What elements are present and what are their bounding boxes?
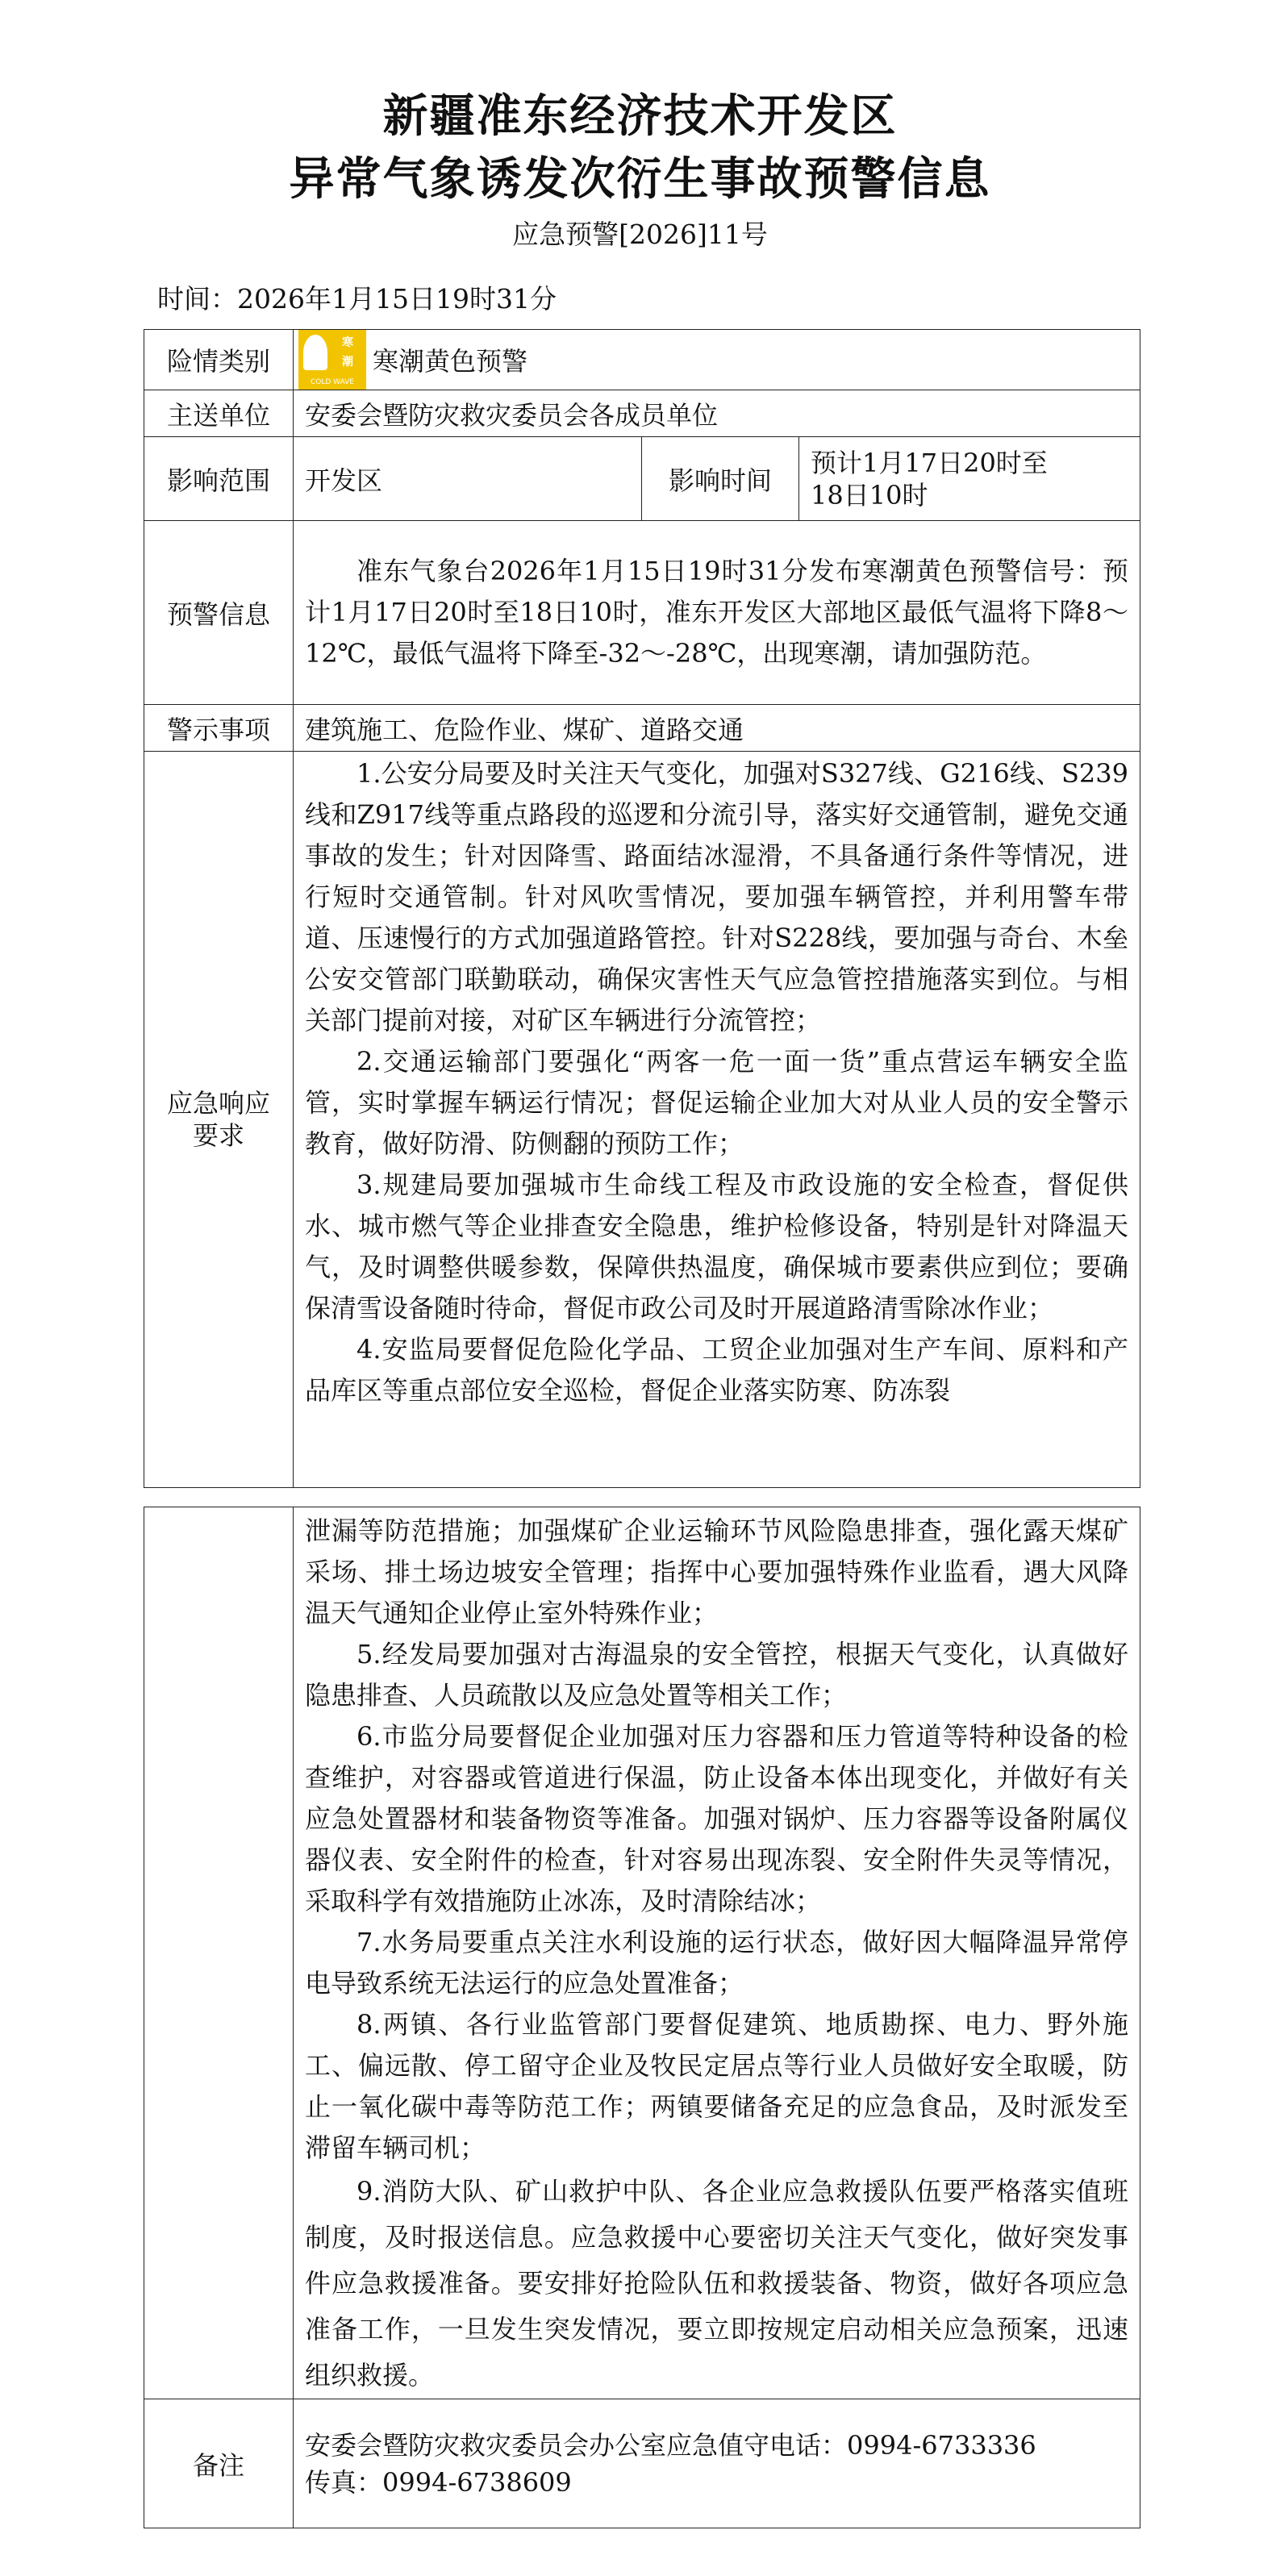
response-value-page1 (294, 752, 1140, 1488)
row-recipients (144, 390, 1140, 437)
remarks-phone: 安委会暨防灾救灾委员会办公室应急值守电话：0994-6733336 (305, 2429, 1036, 2461)
response-label-continued (144, 1507, 294, 2399)
row-response (144, 752, 1140, 1488)
alert-items-value: 建筑施工、危险作业、煤矿、道路交通 (294, 705, 1140, 752)
response-item-6: 6.市监分局要督促企业加强对压力容器和压力管道等特种设备的检查维护，对容器或管道进行保温，防止设备本体出现变化，并做好有关应急处置器材和装备物资等准备。加强对锅炉、压力容器等设备附属仪器仪表、安全附件的检查，针对容易出现冻裂、安全附件失灵等情况，采取科学有效措施防止冰冻，及时清除结冰； (305, 1721, 1128, 1916)
document-number: 应急预警[2026]11号 (512, 219, 768, 250)
scope-value: 开发区 (294, 437, 642, 521)
impact-time-label: 影响时间 (642, 437, 799, 521)
impact-time-value: 预计1月17日20时至 18日10时 (799, 437, 1140, 521)
response-item-3: 3.规建局要加强城市生命线工程及市政设施的安全检查，督促供水、城市燃气等企业排查安全隐患，维护检修设备，特别是针对降温天气，及时调整供暖参数，保障供热温度，确保城市要素供应到位；要确保清雪设备随时待命，督促市政公司及时开展道路清雪除冰作业； (305, 1169, 1128, 1323)
response-item-7: 7.水务局要重点关注水利设施的运行状态，做好因大幅降温异常停电导致系统无法运行的应急处置准备； (305, 1927, 1128, 1999)
cold-wave-yellow-warning-icon: 寒 潮 COLD WAVE (298, 330, 366, 390)
warning-table-page2 (144, 1507, 1140, 2528)
row-response-continued (144, 1507, 1140, 2399)
response-item-2: 2.交通运输部门要强化“两客一危一面一货”重点营运车辆安全监管，实时掌握车辆运行情况；督促运输企业加大对从业人员的安全警示教育，做好防滑、防侧翻的预防工作； (305, 1046, 1128, 1159)
response-label: 应急响应 要求 (144, 752, 294, 1488)
response-value-page2 (294, 1507, 1140, 2399)
scope-label: 影响范围 (144, 437, 294, 521)
response-item-9: 9.消防大队、矿山救护中队、各企业应急救援队伍要严格落实值班制度，及时报送信息。应急救援中心要密切关注天气变化，做好突发事件应急救援准备。要安排好抢险队伍和救援装备、物资，做好各项应急准备工作，一旦发生突发情况，要立即按规定启动相关应急预案，迅速组织救援。 (305, 2176, 1128, 2391)
response-item-1: 1.公安分局要及时关注天气变化，加强对S327线、G216线、S239线和Z917线等重点路段的巡逻和分流引导，落实好交通管制，避免交通事故的发生；针对因降雪、路面结冰湿滑，不具备通行条件等情况，进行短时交通管制。针对风吹雪情况，要加强车辆管控，并利用警车带道、压速慢行的方式加强道路管控。针对S228线，要加强与奇台、木垒公安交管部门联勤联动，确保灾害性天气应急管控措施落实到位。与相关部门提前对接，对矿区车辆进行分流管控； (305, 758, 1128, 1036)
warning-info-label: 预警信息 (144, 521, 294, 705)
remarks-fax: 传真：0994-6738609 (305, 2466, 572, 2498)
response-item-5: 5.经发局要加强对古海温泉的安全管控，根据天气变化，认真做好隐患排查、人员疏散以及应急处置等相关工作； (305, 1639, 1128, 1711)
row-alert-items (144, 705, 1140, 752)
response-item-8: 8.两镇、各行业监管部门要督促建筑、地质勘探、电力、野外施工、偏远散、停工留守企业及牧民定居点等行业人员做好安全取暖，防止一氧化碳中毒等防范工作；两镇要储备充足的应急食品，及时派发至滞留车辆司机； (305, 2009, 1128, 2163)
row-warning-info (144, 521, 1140, 705)
response-item-4: 4.安监局要督促危险化学品、工贸企业加强对生产车间、原料和产品库区等重点部位安全巡检，督促企业落实防寒、防冻裂 (305, 1334, 1128, 1406)
issue-time: 时间：2026年1月15日19时31分 (157, 283, 557, 315)
remarks-label: 备注 (144, 2399, 294, 2528)
danger-type-value: 寒潮黄色预警 (373, 346, 528, 377)
remarks-value (294, 2399, 1140, 2528)
warning-info-value: 准东气象台2026年1月15日19时31分发布寒潮黄色预警信号：预计1月17日20时至18日10时，准东开发区大部地区最低气温将下降8～12℃，最低气温将下降至-32～-28℃，出现寒潮，请加强防范。 (294, 521, 1140, 705)
row-danger-type (144, 330, 1140, 390)
alert-items-label: 警示事项 (144, 705, 294, 752)
document-title-line1: 新疆准东经济技术开发区 (382, 90, 898, 143)
danger-type-cell (294, 330, 1140, 390)
recipients-value: 安委会暨防灾救灾委员会各成员单位 (294, 390, 1140, 437)
warning-table-page1 (144, 329, 1140, 1488)
recipients-label: 主送单位 (144, 390, 294, 437)
row-remarks (144, 2399, 1140, 2528)
document-title-line2: 异常气象诱发次衍生事故预警信息 (289, 153, 991, 206)
response-item-4-continued: 泄漏等防范措施；加强煤矿企业运输环节风险隐患排查，强化露天煤矿采场、排土场边坡安全管理；指挥中心要加强特殊作业监看，遇大风降温天气通知企业停止室外特殊作业； (305, 1515, 1128, 1628)
danger-type-label: 险情类别 (144, 330, 294, 390)
row-scope (144, 437, 1140, 521)
